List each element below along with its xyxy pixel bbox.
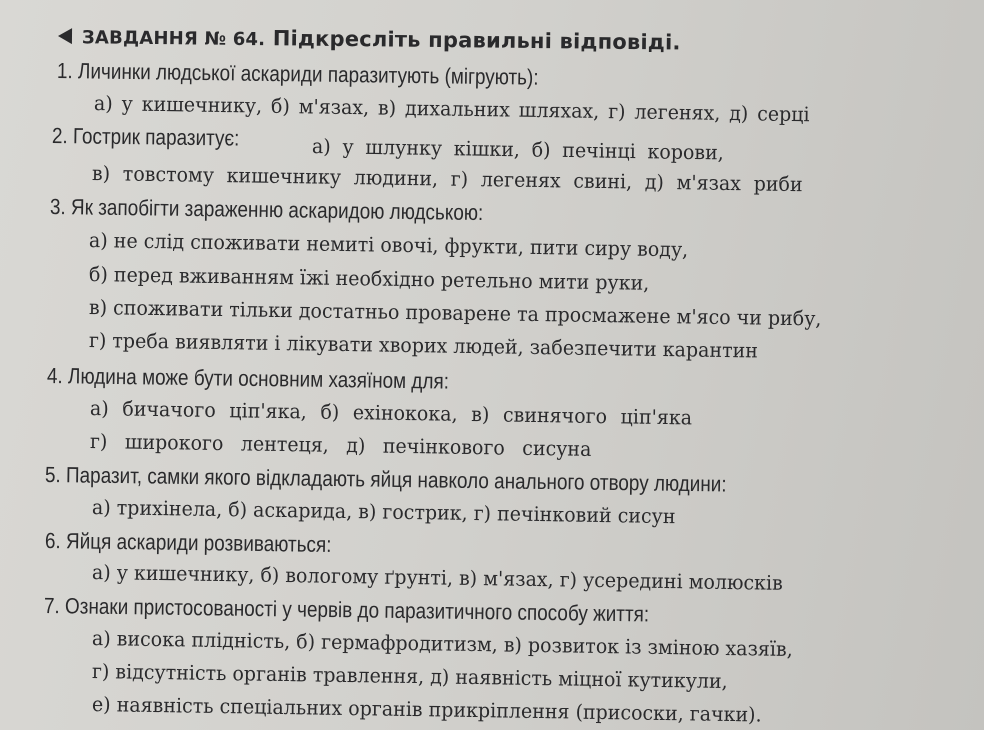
answer-line-6-1: а) у кишечнику, б) вологому ґрунті, в) м'язах, г) усередині молюсків: [91, 560, 783, 595]
task-header: [58, 24, 681, 55]
question-7: 7. Ознаки пристосованості у червів до паразитичного способу життя:: [43, 593, 650, 627]
question-2-cont: а) у шлунку кішки, б) печінці корови,: [311, 134, 724, 165]
answer-line-7-3: е) наявність спеціальних органів прикріплення (присоски, гачки).: [91, 692, 762, 727]
task-instruction: Підкресліть правильні відповіді.: [272, 26, 681, 55]
question-6: 6. Яйця аскариди розвиваються:: [44, 528, 332, 557]
question-1: 1. Личинки людської аскариди паразитують (мігрують):: [56, 58, 539, 90]
question-2: 2. Гострик паразитує:: [51, 123, 240, 151]
answer-line-7-1: а) висока плідність, б) гермафродитизм, в) розвиток із зміною хазяїв,: [91, 626, 793, 662]
answer-line-4-1: а) бичачого ціп'яка, б) ехінокока, в) свинячого ціп'яка: [89, 396, 693, 430]
answer-line-5-1: а) трихінела, б) аскарида, в) гострик, г) печінковий сисун: [91, 495, 676, 529]
question-4: 4. Людина може бути основним хазяїном для:: [46, 363, 450, 394]
question-5: 5. Паразит, самки якого відкладають яйця навколо анального отвору людини:: [44, 462, 727, 497]
triangle-marker-icon: [58, 28, 72, 44]
task-label: ЗАВДАННЯ № 64.: [81, 27, 266, 51]
answer-line-1-1: а) у кишечнику, б) м'язах, в) дихальних шляхах, г) легенях, д) серці: [93, 91, 810, 127]
question-3: 3. Як запобігти зараженню аскаридою людською:: [49, 194, 484, 226]
answer-line-4-2: г) широкого лентеця, д) печінкового сисуна: [89, 429, 592, 461]
answer-line-3-3: в) споживати тільки достатньо проварене та просмажене м'ясо чи рибу,: [88, 295, 822, 331]
answer-line-2-1: в) товстому кишечнику людини, г) легенях свині, д) м'язах риби: [91, 161, 803, 197]
answer-line-3-1: а) не слід споживати немиті овочі, фрукти, пити сиру воду,: [88, 228, 689, 262]
answer-line-3-2: б) перед вживанням їжі необхідно ретельно мити руки,: [88, 262, 650, 295]
answer-line-7-2: г) відсутність органів травлення, д) наявність міцної кутикули,: [91, 659, 728, 693]
answer-line-3-4: г) треба виявляти і лікувати хворих людей, забезпечити карантин: [88, 328, 759, 363]
